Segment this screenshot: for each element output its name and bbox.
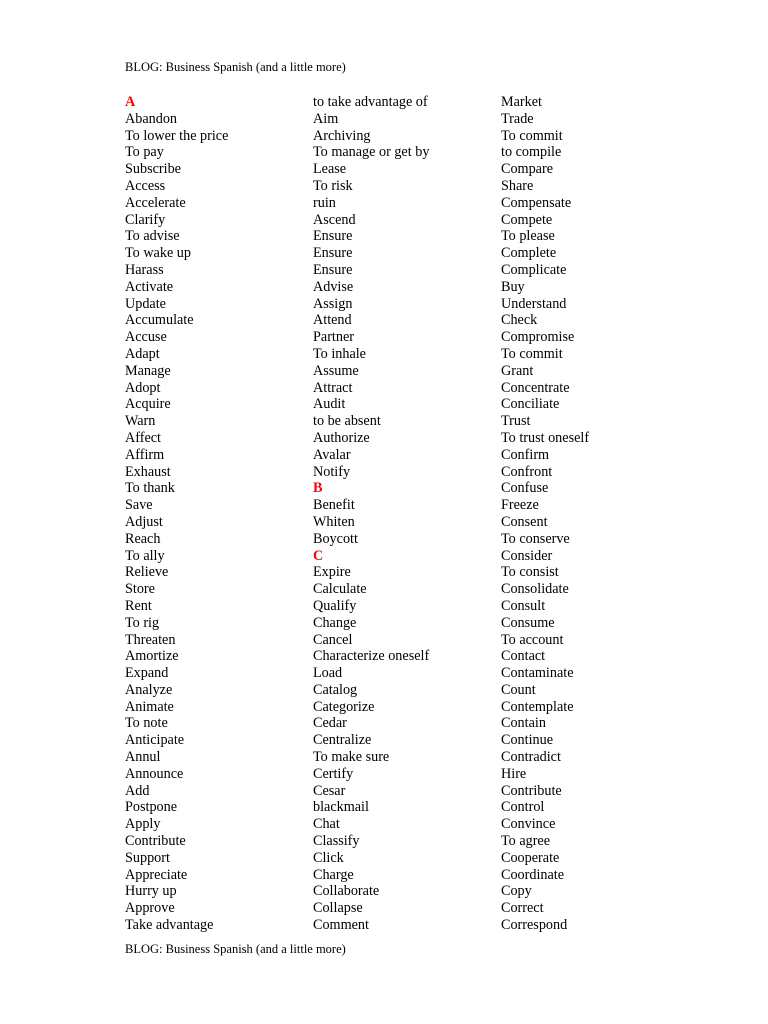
word-item: Certify xyxy=(313,765,354,782)
word-item: To ally xyxy=(125,547,165,564)
word-item: Check xyxy=(501,312,538,329)
word-item: Abandon xyxy=(125,110,178,127)
word-item: Count xyxy=(501,681,536,698)
word-item: To trust oneself xyxy=(501,429,590,446)
word-item: To inhale xyxy=(313,345,366,362)
word-item: Trust xyxy=(501,413,531,430)
word-item: to be absent xyxy=(313,413,381,430)
word-item: Complete xyxy=(501,245,557,262)
word-item: To please xyxy=(501,228,555,245)
word-item: Change xyxy=(313,614,357,631)
word-item: Acquire xyxy=(125,396,171,413)
word-item: Consent xyxy=(501,513,548,530)
word-item: Archiving xyxy=(313,127,371,144)
word-columns xyxy=(125,94,745,936)
word-item: Harass xyxy=(125,261,164,278)
word-item: To thank xyxy=(125,480,175,497)
word-item: Contact xyxy=(501,648,546,665)
word-item: Chat xyxy=(313,816,340,833)
word-item: Buy xyxy=(501,278,525,295)
word-item: Hire xyxy=(501,765,527,782)
word-item: ruin xyxy=(313,194,336,211)
word-item: Compare xyxy=(501,161,554,178)
word-item: Cancel xyxy=(313,631,353,648)
word-item: Contribute xyxy=(125,833,186,850)
word-item: Concentrate xyxy=(501,379,570,396)
word-item: Load xyxy=(313,665,343,682)
word-column-2 xyxy=(313,94,498,934)
word-item: To commit xyxy=(501,345,563,362)
word-item: Attend xyxy=(313,312,352,329)
section-letter: B xyxy=(313,480,323,497)
word-item: to compile xyxy=(501,144,562,161)
word-item: Appreciate xyxy=(125,866,188,883)
word-item: Convince xyxy=(501,816,556,833)
word-item: Announce xyxy=(125,765,184,782)
page-footer: BLOG: Business Spanish (and a little more) xyxy=(125,942,346,956)
section-letter: A xyxy=(125,94,136,110)
word-column-3 xyxy=(501,94,686,934)
word-item: Apply xyxy=(125,816,161,833)
word-item: Ascend xyxy=(313,211,356,228)
word-item: To conserve xyxy=(501,530,570,547)
word-item: Catalog xyxy=(313,681,358,698)
word-item: Charge xyxy=(313,866,354,883)
word-item: Update xyxy=(125,295,166,312)
word-item: Contemplate xyxy=(501,698,574,715)
word-item: Warn xyxy=(125,413,156,430)
word-item: Aim xyxy=(313,110,339,127)
word-item: Affirm xyxy=(125,446,165,463)
word-item: Categorize xyxy=(313,698,375,715)
word-item: To consist xyxy=(501,564,559,581)
word-item: To advise xyxy=(125,228,180,245)
word-item: Accuse xyxy=(125,329,167,346)
word-item: To commit xyxy=(501,127,563,144)
word-item: To make sure xyxy=(313,749,390,766)
word-item: Expand xyxy=(125,665,169,682)
word-item: Accumulate xyxy=(125,312,194,329)
word-item: Contaminate xyxy=(501,665,574,682)
word-item: To account xyxy=(501,631,564,648)
word-item: Cedar xyxy=(313,715,347,732)
word-item: Threaten xyxy=(125,631,176,648)
word-item: Ensure xyxy=(313,228,353,245)
word-item: Anticipate xyxy=(125,732,185,749)
word-item: Advise xyxy=(313,278,354,295)
word-item: Store xyxy=(125,581,155,598)
word-item: Calculate xyxy=(313,581,367,598)
word-item: Reach xyxy=(125,530,161,547)
word-item: Activate xyxy=(125,278,174,295)
word-item: Continue xyxy=(501,732,554,749)
word-item: Assign xyxy=(313,295,353,312)
word-item: Access xyxy=(125,177,166,194)
word-item: Correct xyxy=(501,900,544,917)
word-column-1 xyxy=(125,94,310,934)
word-item: Audit xyxy=(313,396,346,413)
word-item: Subscribe xyxy=(125,161,181,178)
word-item: Expire xyxy=(313,564,351,581)
section-letter: C xyxy=(313,547,324,564)
word-item: Affect xyxy=(125,429,161,446)
word-item: Analyze xyxy=(125,681,173,698)
word-item: Authorize xyxy=(313,429,370,446)
word-item: Share xyxy=(501,177,534,194)
word-item: Relieve xyxy=(125,564,169,581)
word-item: Hurry up xyxy=(125,883,177,900)
word-item: Click xyxy=(313,849,344,866)
word-item: Lease xyxy=(313,161,347,178)
word-item: Save xyxy=(125,497,153,514)
word-item: Consume xyxy=(501,614,555,631)
word-item: Assume xyxy=(313,362,359,379)
word-item: Correspond xyxy=(501,917,568,934)
word-item: Characterize oneself xyxy=(313,648,430,665)
word-item: Collaborate xyxy=(313,883,380,900)
word-item: Cooperate xyxy=(501,849,560,866)
word-item: Take advantage xyxy=(125,917,214,934)
word-item: Confront xyxy=(501,463,553,480)
word-item: Confuse xyxy=(501,480,549,497)
word-item: Rent xyxy=(125,597,152,614)
word-item: Contradict xyxy=(501,749,561,766)
word-item: Market xyxy=(501,94,542,110)
word-item: To pay xyxy=(125,144,164,161)
word-item: Collapse xyxy=(313,900,363,917)
word-item: Boycott xyxy=(313,530,358,547)
word-item: To manage or get by xyxy=(313,144,430,161)
word-item: To rig xyxy=(125,614,160,631)
word-item: Adjust xyxy=(125,513,163,530)
word-item: Contain xyxy=(501,715,546,732)
word-item: Control xyxy=(501,799,545,816)
word-item: Consult xyxy=(501,597,546,614)
word-item: Compromise xyxy=(501,329,575,346)
page-header: BLOG: Business Spanish (and a little more) xyxy=(125,60,346,74)
word-item: Grant xyxy=(501,362,534,379)
word-item: Ensure xyxy=(313,245,353,262)
word-item: Postpone xyxy=(125,799,178,816)
word-item: Trade xyxy=(501,110,534,127)
word-item: Approve xyxy=(125,900,175,917)
word-item: Accelerate xyxy=(125,194,186,211)
word-item: To risk xyxy=(313,177,353,194)
word-item: Exhaust xyxy=(125,463,171,480)
word-item: Adopt xyxy=(125,379,161,396)
word-item: Clarify xyxy=(125,211,166,228)
word-item: Coordinate xyxy=(501,866,565,883)
word-item: To lower the price xyxy=(125,127,229,144)
word-item: To note xyxy=(125,715,168,732)
word-item: Attract xyxy=(313,379,353,396)
word-item: Classify xyxy=(313,833,360,850)
word-item: Adapt xyxy=(125,345,160,362)
word-item: Complicate xyxy=(501,261,567,278)
word-item: Qualify xyxy=(313,597,357,614)
word-item: to take advantage of xyxy=(313,94,428,110)
word-item: Comment xyxy=(313,917,369,934)
word-item: To wake up xyxy=(125,245,191,262)
word-item: Benefit xyxy=(313,497,355,514)
word-item: Contribute xyxy=(501,782,562,799)
word-item: blackmail xyxy=(313,799,369,816)
word-item: Conciliate xyxy=(501,396,560,413)
word-item: Annul xyxy=(125,749,161,766)
word-item: Support xyxy=(125,849,170,866)
word-item: Consolidate xyxy=(501,581,569,598)
word-item: Consider xyxy=(501,547,553,564)
word-item: Freeze xyxy=(501,497,539,514)
word-item: Centralize xyxy=(313,732,372,749)
word-item: Partner xyxy=(313,329,354,346)
word-item: Ensure xyxy=(313,261,353,278)
word-item: Compensate xyxy=(501,194,572,211)
word-item: Avalar xyxy=(313,446,351,463)
word-item: Cesar xyxy=(313,782,346,799)
word-item: Notify xyxy=(313,463,351,480)
word-item: Understand xyxy=(501,295,567,312)
word-item: Copy xyxy=(501,883,532,900)
word-item: Whiten xyxy=(313,513,355,530)
word-item: Animate xyxy=(125,698,174,715)
word-item: Manage xyxy=(125,362,171,379)
word-item: Compete xyxy=(501,211,553,228)
word-item: Amortize xyxy=(125,648,179,665)
word-item: To agree xyxy=(501,833,551,850)
word-item: Add xyxy=(125,782,150,799)
word-item: Confirm xyxy=(501,446,550,463)
